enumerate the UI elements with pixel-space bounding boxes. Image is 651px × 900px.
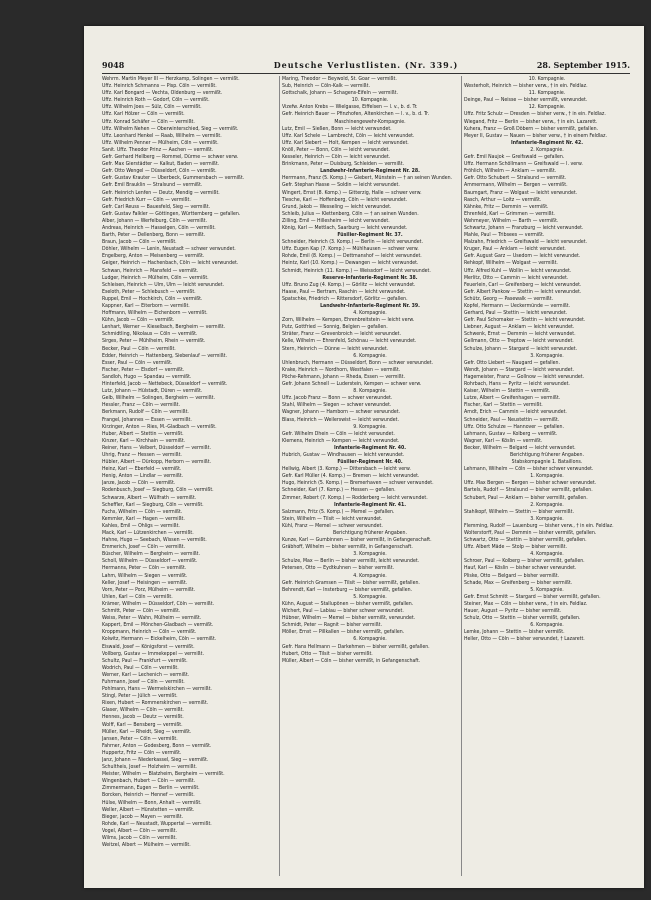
column-divider bbox=[461, 76, 462, 876]
casualty-entry: Gefr. August Garz — Usedom — leicht verwundet. bbox=[464, 253, 581, 260]
section-subheading: 4. Kompagnie. bbox=[530, 551, 564, 558]
casualty-entry: Weitzel, Albert — Mülheim — vermißt. bbox=[102, 842, 191, 849]
casualty-entry: Schneider, Heinrich (3. Komp.) — Berlin — leicht verwundet. bbox=[282, 239, 423, 246]
casualty-entry: Gottschalk, Johann — Schagens-Eifeln — vermißt. bbox=[282, 90, 398, 97]
casualty-entry: Gefr. Hans Hellmann — Darkehmen — bisher vermißt, gefallen. bbox=[282, 643, 430, 650]
casualty-entry: Schneider, Paul — Neustettin — vermißt. bbox=[464, 416, 560, 423]
casualty-entry: Feuerlein, Carl — Greifenberg — leicht verwundet. bbox=[464, 281, 582, 288]
casualty-entry: Wilms, Jacob — Cöln — vermißt. bbox=[102, 835, 177, 842]
casualty-entry: Kunze, Karl — Gumbinnen — bisher vermißt, in Gefangenschaft. bbox=[282, 537, 432, 544]
casualty-entry: Uffz. Alfred Kuhl — Wollin — leicht verwundet. bbox=[464, 267, 572, 274]
casualty-entry: Hoffmann, Wilhelm — Eichenborn — vermißt. bbox=[102, 310, 208, 317]
casualty-entry: Lenhart, Werner — Kieselbach, Bergheim — vermißt. bbox=[102, 324, 226, 331]
casualty-entry: Schmidt, Heinrich (11. Komp.) — Weissdorf — leicht verwundet. bbox=[282, 267, 431, 274]
casualty-entry: Malzahn, Friedrich — Greifswald — leicht verwundet. bbox=[464, 239, 588, 246]
casualty-entry: Schubert, Paul — Anklam — bisher vermißt, gefallen. bbox=[464, 494, 588, 501]
casualty-entry: Fischer, Peter — Elsdorf — vermißt. bbox=[102, 366, 185, 373]
casualty-entry: Gefr. Friedrich Kurr — Cöln — vermißt. bbox=[102, 196, 191, 203]
casualty-entry: Rixen, Hubert — Rommerskirchen — vermißt. bbox=[102, 700, 209, 707]
casualty-entry: Zilling, Emil — Hillesheim — leicht verwundet. bbox=[282, 217, 390, 224]
casualty-entry: Kappner, Karl — Eiterborn — vermißt. bbox=[102, 303, 190, 309]
casualty-entry: Pöche-Rehmann, Johann — Rheda, Essen — vermißt. bbox=[282, 373, 405, 380]
casualty-entry: Kühn, Jacob — Cöln — vermißt. bbox=[102, 317, 175, 324]
casualty-entry: Hauf, Karl — Köslin — bisher schwer verwundet. bbox=[464, 565, 577, 572]
casualty-entry: Braun, Jacob — Cöln — vermißt. bbox=[102, 239, 177, 246]
casualty-entry: Salzmann, Fritz (5. Komp.) — Memel — gefallen. bbox=[282, 508, 395, 515]
casualty-entry: Esser, Paul — Cöln — vermißt. bbox=[102, 359, 173, 366]
casualty-entry: Hauer, August — Pyritz — bisher vermißt. bbox=[464, 608, 562, 615]
casualty-entry: Möller, Ernst — Pillkallen — bisher vermißt, gefallen. bbox=[282, 629, 405, 636]
casualty-entry: Fahrner, Anton — Godesberg, Bonn — vermißt. bbox=[102, 742, 212, 749]
casualty-entry: Lemke, Johann — Stettin — bisher vermißt. bbox=[464, 629, 565, 636]
casualty-entry: Uffz. Heinrich Roth — Godorf, Cöln — vermißt. bbox=[102, 97, 210, 104]
casualty-entry: Gelb, Wilhelm — Solingen, Bergheim — vermißt. bbox=[102, 395, 215, 402]
casualty-entry: Eiswald, Josef — Königsforst — vermißt. bbox=[102, 643, 195, 650]
casualty-entry: Uffz. Wilhelm Joes — Sülz, Cöln — vermißt. bbox=[102, 104, 202, 111]
casualty-entry: Borcken, Heinrich — Hennef — vermißt. bbox=[102, 792, 195, 799]
casualty-entry: Frangel, Johannes — Essen — vermißt. bbox=[102, 416, 192, 423]
casualty-entry: Rasch, Arthur — Loitz — vermißt. bbox=[464, 196, 542, 203]
casualty-entry: Bartels, Rudolf — Stralsund — bisher vermißt, gefallen. bbox=[464, 487, 593, 494]
casualty-entry: Uffz. Heinrich Schmanns — Pisp. Cöln — vermißt. bbox=[102, 83, 217, 90]
casualty-entry: König, Karl — Mettlach, Saarburg — leicht verwundet. bbox=[282, 224, 408, 231]
casualty-entry: Wolterstorff, Paul — Demmin — bisher vermißt, gefallen. bbox=[464, 530, 597, 536]
casualty-entry: Wendt, Johann — Stargard — leicht verwundet. bbox=[464, 366, 574, 373]
casualty-entry: Krämer, Wilhelm — Düsseldorf, Cöln — vermißt. bbox=[102, 600, 215, 607]
casualty-entry: Uffz. Bruno Zug (4. Komp.) — Görlitz — leicht verwundet. bbox=[282, 281, 416, 288]
casualty-entry: Haase, Paul — Bertram, Raschin — leicht verwundet. bbox=[282, 288, 406, 295]
casualty-entry: Schulze, Johann — Stargard — leicht verwundet. bbox=[464, 345, 578, 352]
casualty-entry: Heintz, Karl (10. Komp.) — Dewangen — leicht verwundet. bbox=[282, 260, 419, 267]
casualty-entry: Schultz, Paul — Frankfurt — vermißt. bbox=[102, 657, 188, 664]
casualty-entry: Kroppmann, Heinrich — Cöln — vermißt. bbox=[102, 629, 197, 636]
section-subheading: Berichtigung früherer Angaben. bbox=[510, 451, 584, 458]
casualty-entry: Gefr. Wilhelm Dhein — Cöln — leicht verwundet. bbox=[282, 430, 395, 437]
casualty-entry: Arndt, Erich — Cammin — leicht verwundet. bbox=[464, 409, 567, 416]
casualty-entry: Lutz, Emil — Sießen, Bonn — leicht verwundet. bbox=[282, 125, 392, 132]
text-column-1 bbox=[102, 76, 276, 876]
casualty-entry: Lehmann, Gustav — Kolberg — vermißt. bbox=[464, 430, 558, 437]
casualty-entry: Maring, Theodor — Beywold, St. Goar — vermißt. bbox=[282, 76, 397, 82]
casualty-entry: Uffz. Karl Siebert — Holt, Kempen — leicht verwundet. bbox=[282, 139, 409, 146]
casualty-entry: Hellwig, Albert (3. Komp.) — Dittersbach — leicht verw. bbox=[282, 466, 411, 473]
regiment-heading: Füsilier-Regiment Nr. 37. bbox=[337, 232, 403, 239]
section-subheading: 2. Kompagnie. bbox=[530, 501, 564, 508]
casualty-entry: Heinz, Karl — Eberfeld — vermißt. bbox=[102, 466, 182, 473]
casualty-entry: Engelberg, Anton — Meisenberg — vermißt. bbox=[102, 253, 205, 260]
casualty-entry: Gefr. Heinrich Gramsen — Tilsit — bisher vermißt, gefallen. bbox=[282, 579, 420, 586]
casualty-entry: Ammermann, Wilhelm — Bergen — vermißt. bbox=[464, 182, 568, 189]
casualty-entry: Vollberg, Gustav — Immekeppel — vermißt. bbox=[102, 650, 204, 657]
casualty-entry: Schwartz, Otto — Stettin — bisher vermißt, gefallen. bbox=[464, 537, 587, 544]
casualty-entry: Schulz, Otto — Stettin — bisher vermißt, gefallen. bbox=[464, 615, 581, 622]
section-subheading: 4. Kompagnie. bbox=[353, 310, 387, 317]
casualty-entry: Lahm, Wilhelm — Siegen — vermißt. bbox=[102, 572, 188, 579]
casualty-entry: Gefr. Otto Wengel — Düsseldorf, Cöln — vermißt. bbox=[102, 168, 217, 175]
casualty-entry: Hülse, Wilhelm — Bonn, Anhalt — vermißt. bbox=[102, 799, 202, 806]
casualty-entry: Herrmann, Franz (5. Komp.) — Giebert, Münstein — † an seinen Wunden. bbox=[282, 175, 453, 182]
casualty-entry: Kopfel, Hermann — Ueckermünde — vermißt. bbox=[464, 303, 571, 309]
casualty-entry: Uhrig, Franz — Hessen — vermißt. bbox=[102, 451, 182, 458]
casualty-entry: Eseloth, Peter — Schlebusch — vermißt. bbox=[102, 288, 196, 295]
casualty-entry: Gefr. Gustav Falkler — Göttingen, Württemberg — gefallen. bbox=[102, 210, 241, 217]
section-subheading: 6. Kompagnie. bbox=[530, 622, 564, 629]
casualty-entry: Huppertz, Fritz — Cöln — vermißt. bbox=[102, 749, 182, 756]
casualty-entry: Petersen, Otto — Eydtkuhnen — bisher vermißt. bbox=[282, 565, 395, 572]
casualty-entry: Rohrbach, Hans — Pyritz — leicht verwundet. bbox=[464, 381, 570, 388]
casualty-entry: Hermanns, Peter — Cöln — vermißt. bbox=[102, 565, 187, 572]
casualty-entry: Wagner, Karl — Köslin — vermißt. bbox=[464, 437, 543, 444]
casualty-entry: Kähnke, Fritz — Demmin — vermißt. bbox=[464, 203, 549, 210]
section-subheading: 10. Kompagnie. bbox=[351, 97, 389, 104]
casualty-entry: Schleib, Julius — Klettenberg, Cöln — † an seinen Wunden. bbox=[282, 210, 419, 217]
casualty-entry: Gefr. Emil Naujok — Greifswald — gefallen. bbox=[464, 154, 565, 161]
section-subheading: 3. Kompagnie. bbox=[530, 515, 564, 522]
section-subheading: 5. Kompagnie. bbox=[353, 593, 387, 600]
casualty-entry: Sträter, Franz — Grevenbroich — leicht verwundet. bbox=[282, 331, 401, 338]
regiment-heading: Infanterie-Regiment Nr. 40. bbox=[333, 444, 406, 451]
casualty-entry: Uffz. Fritz Schulz — Dresden — bisher verw., † in ein. Feldlaz. bbox=[464, 111, 606, 118]
casualty-entry: Stahlkopf, Wilhelm — Stettin — bisher vermißt. bbox=[464, 508, 574, 515]
casualty-entry: Westerholt, Heinrich — bisher verw., † in ein. Feldlaz. bbox=[464, 83, 588, 90]
casualty-entry: Schroer, Paul — Kolberg — bisher vermißt, gefallen. bbox=[464, 558, 585, 565]
regiment-heading: Infanterie-Regiment Nr. 42. bbox=[510, 139, 583, 146]
casualty-entry: Gefr. Carl Reuss — Bauesfeld, Sieg — vermißt. bbox=[102, 203, 211, 210]
casualty-entry: Brinkmann, Peter — Duisburg, Schleiden — vermißt. bbox=[282, 161, 405, 168]
casualty-entry: Schwartz, Johann — Franzburg — leicht verwundet. bbox=[464, 224, 584, 231]
casualty-entry: Uhlen, Karl — Cöln — vermißt. bbox=[102, 593, 173, 600]
casualty-entry: Weiss, Peter — Wahn, Mülheim — vermißt. bbox=[102, 615, 202, 622]
casualty-entry: Pliske, Otto — Belgard — bisher vermißt. bbox=[464, 572, 560, 579]
casualty-entry: Tiesche, Karl — Hoffenberg, Cöln — leicht verwundet. bbox=[282, 196, 408, 203]
casualty-entry: Sirges, Peter — Mühlheim, Rhein — vermißt. bbox=[102, 338, 206, 345]
casualty-entry: Gefr. Johann Schnell — Luderstein, Kempen — schwer verw. bbox=[282, 381, 422, 388]
casualty-entry: Fröhlich, Wilhelm — Anklam — vermißt. bbox=[464, 168, 557, 175]
casualty-entry: Wehrm. Martin Meyer III — Herzkamp, Solingen — vermißt. bbox=[102, 76, 240, 82]
casualty-entry: Kruger, Paul — Anklam — leicht verwundet. bbox=[464, 246, 566, 253]
casualty-entry: Hübner, Wilhelm — Memel — bisher vermißt, verwundet. bbox=[282, 615, 416, 622]
casualty-entry: Gefr. Albert Pankow — Stettin — leicht verwundet. bbox=[464, 288, 582, 295]
casualty-entry: Schütz, Georg — Pasewalk — vermißt. bbox=[464, 295, 554, 302]
casualty-entry: Becker, Wilhelm — Belgard — leicht verwundet. bbox=[464, 444, 576, 451]
section-subheading: 12. Kompagnie. bbox=[528, 104, 566, 111]
casualty-entry: Zimmermann, Eugen — Berlin — vermißt. bbox=[102, 785, 200, 792]
casualty-entry: Alber, Johann — Werfelburg, Cöln — vermißt. bbox=[102, 217, 207, 224]
section-subheading: 9. Kompagnie. bbox=[353, 423, 387, 430]
casualty-entry: Hennes, Jacob — Deutz — vermißt. bbox=[102, 714, 184, 721]
casualty-entry: Janze, Jacob — Cöln — vermißt. bbox=[102, 480, 176, 487]
column-divider bbox=[279, 76, 280, 876]
casualty-entry: Schulze, Max — Berlin — bisher vermißt, leicht verwundet. bbox=[282, 558, 420, 565]
regiment-heading: Landwehr-Infanterie-Regiment Nr. 39. bbox=[320, 303, 420, 309]
casualty-entry: Vizefw. Anton Krebs — Wielgasse, Eiffelsen — l. v., b. d. Tr. bbox=[282, 104, 418, 111]
header-rule bbox=[102, 73, 630, 74]
casualty-entry: Gefr. Otto Schubert — Stralsund — vermißt. bbox=[464, 175, 567, 182]
casualty-entry: Gefr. Karl Müller (4. Komp.) — Bremen — leicht verwundet. bbox=[282, 473, 420, 480]
casualty-entry: Schleisen, Heinrich — Ulm, Ulm — leicht verwundet. bbox=[102, 281, 225, 288]
casualty-entry: Heller, Otto — Cöln — bisher verwundet, † Lazarett. bbox=[464, 636, 585, 643]
page-number: 9048 bbox=[102, 60, 125, 70]
casualty-entry: Rodenbusch, Josef — Siegburg, Cöln — vermißt. bbox=[102, 487, 214, 494]
casualty-entry: Jansen, Peter — Cöln — vermißt. bbox=[102, 735, 178, 742]
casualty-entry: Wichert, Paul — Labiau — bisher schwer verwundet. bbox=[282, 608, 404, 615]
casualty-entry: Gefr. Gerhard Hellberg — Rommel, Dürme — schwer verw. bbox=[102, 154, 239, 161]
regiment-heading: Reserve-Infanterie-Regiment Nr. 38. bbox=[322, 274, 418, 281]
casualty-entry: Schultheis, Josef — Holzheim — vermißt. bbox=[102, 764, 197, 771]
casualty-entry: Gellmann, Otto — Treptow — leicht verwundet. bbox=[464, 338, 574, 345]
casualty-entry: Uffz. Wilhelm Penner — Mülheim, Cöln — vermißt. bbox=[102, 139, 219, 146]
section-subheading: 6. Kompagnie. bbox=[353, 636, 387, 643]
casualty-entry: Schmidtling, Nikolaus — Cöln — vermißt. bbox=[102, 331, 198, 338]
casualty-entry: Schneider, Karl (7. Komp.) — Hessen — gefallen. bbox=[282, 487, 396, 494]
text-column-2 bbox=[282, 76, 458, 876]
casualty-entry: Baumgart, Franz — Wolgast — leicht verwundet. bbox=[464, 189, 578, 196]
casualty-entry: Hubrich, Gustav — Windhausen — leicht verwundet. bbox=[282, 451, 405, 458]
casualty-entry: Wingenbach, Hubert — Cöln — vermißt. bbox=[102, 778, 196, 785]
casualty-entry: Kinzer, Karl — Kirchhain — vermißt. bbox=[102, 437, 186, 444]
casualty-entry: Emmerich, Josef — Cöln — vermißt. bbox=[102, 544, 185, 551]
casualty-entry: Fuhrmann, Josef — Cöln — vermißt. bbox=[102, 678, 185, 685]
document-page bbox=[84, 26, 644, 888]
issue-number: (Nr. 339.) bbox=[404, 60, 459, 70]
casualty-entry: Andreas, Heinrich — Hasselgen, Cöln — vermißt. bbox=[102, 224, 216, 231]
casualty-entry: Sub, Heinrich — Cöln-Kalk — vermißt. bbox=[282, 83, 370, 90]
casualty-entry: Wagner, Johann — Hamborn — schwer verwundet. bbox=[282, 409, 401, 416]
casualty-entry: Scholl, Wilhelm — Düsseldorf — vermißt. bbox=[102, 558, 198, 565]
casualty-entry: Rohde, Karl — Neustadt, Wuppertal — vermißt. bbox=[102, 820, 212, 827]
regiment-heading: Landwehr-Infanterie-Regiment Nr. 28. bbox=[320, 168, 420, 175]
casualty-entry: Hinterfeld, Jacob — Nettebeck, Düsseldorf — vermißt. bbox=[102, 381, 228, 388]
casualty-entry: Janz, Johann — Niederkassel, Sieg — vermißt. bbox=[102, 757, 209, 763]
casualty-entry: Wodrich, Paul — Cöln — vermißt. bbox=[102, 664, 179, 671]
casualty-entry: Berkmann, Rudolf — Cöln — vermißt. bbox=[102, 409, 189, 416]
section-subheading: 4. Kompagnie. bbox=[353, 572, 387, 579]
casualty-entry: Uffz. Eugen Kap (7. Komp.) — Mühlhausen — schwer verw. bbox=[282, 246, 419, 253]
casualty-entry: Gefr. Heinrich Lenfen — Deutz, Mendig — vermißt. bbox=[102, 189, 220, 196]
casualty-entry: Gefr. Otto Liebert — Naugard — gefallen. bbox=[464, 359, 560, 366]
casualty-entry: Wiegand, Fritz — Berlin — bisher verw., † in ein. Lazarett. bbox=[464, 118, 598, 125]
casualty-entry: Kühl, Franz — Memel — schwer verwundet. bbox=[282, 522, 383, 529]
page-header bbox=[102, 60, 630, 74]
casualty-entry: Huber, Albert — Stettin — vermißt. bbox=[102, 430, 184, 437]
casualty-entry: Meyer II, Gustav — Nauen — bisher verw., † in einem Feldlaz. bbox=[464, 132, 607, 139]
casualty-entry: Fischer, Karl — Stettin — vermißt. bbox=[464, 402, 543, 409]
casualty-entry: Schmidt, Peter — Ragnit — bisher vermißt. bbox=[282, 622, 382, 629]
casualty-entry: Hahne, Hugo — Seebach, Wissen — vermißt. bbox=[102, 537, 207, 544]
casualty-entry: Stahl, Wilhelm — Siegen — schwer verwundet. bbox=[282, 402, 392, 409]
casualty-entry: Rehkopf, Wilhelm — Wolgast — vermißt. bbox=[464, 260, 558, 267]
casualty-entry: Reiner, Hans — Velbert, Düsseldorf — vermißt. bbox=[102, 444, 211, 451]
casualty-entry: Krake, Heinrich — Nordhorn, Westfalen — vermißt. bbox=[282, 366, 401, 373]
casualty-entry: Hagemeister, Franz — Gollnow — leicht verwundet. bbox=[464, 373, 585, 380]
casualty-entry: Gefr. Ernst Schmitt — Stargard — bisher vermißt, gefallen. bbox=[464, 593, 601, 600]
casualty-entry: Scheffler, Karl — Siegburg, Cöln — vermißt. bbox=[102, 501, 204, 508]
casualty-entry: Kolwitz, Hermann — Eickelheim, Cöln — vermißt. bbox=[102, 636, 217, 643]
casualty-entry: Wolff, Karl — Bensberg — vermißt. bbox=[102, 721, 183, 728]
casualty-entry: Uffz. Karl Schele — Lambrecht, Cöln — leicht verwundet. bbox=[282, 132, 415, 139]
casualty-entry: Rohde, Emil (8. Komp.) — Dettmanshof — leicht verwundet. bbox=[282, 253, 422, 260]
casualty-entry: Stein, Wilhelm — Tilsit — leicht verwundet. bbox=[282, 515, 383, 522]
casualty-entry: Kirzinger, Anton — Ries, M.-Gladbach — vermißt. bbox=[102, 423, 217, 430]
casualty-entry: Lutz, Johann — Hülstadt, Düren — vermißt. bbox=[102, 388, 203, 395]
casualty-entry: Uffz. Jacob Franz — Bonn — schwer verwundet. bbox=[282, 395, 393, 402]
casualty-entry: Gefr. Emil Brauklin — Stralsund — vermißt. bbox=[102, 182, 203, 189]
casualty-entry: Wingert, Ernst (8. Komp.) — Gitterzig, Halle — schwer verw. bbox=[282, 189, 422, 196]
casualty-entry: Behrendt, Karl — Insterburg — bisher vermißt, gefallen. bbox=[282, 586, 413, 593]
casualty-entry: Edder, Heinrich — Hattenberg, Siebenlauf — vermißt. bbox=[102, 352, 227, 359]
text-column-3 bbox=[464, 76, 630, 876]
casualty-entry: Stern, Heinrich — Dünne — leicht verwundet. bbox=[282, 345, 389, 352]
casualty-entry: Ehrenfeld, Karl — Grimmen — vermißt. bbox=[464, 210, 555, 217]
casualty-entry: Sandloh, Hugo — Spandau — vermißt. bbox=[102, 373, 192, 380]
casualty-entry: Henig, Anton — Lindlar — vermißt. bbox=[102, 473, 184, 480]
casualty-entry: Becker, Paul — Cöln — vermißt. bbox=[102, 345, 176, 352]
casualty-entry: Lutze, Albert — Greifenhagen — vermißt. bbox=[464, 395, 561, 402]
section-subheading: 6. Kompagnie. bbox=[353, 352, 387, 359]
casualty-entry: Gerhard, Paul — Stettin — leicht verwundet. bbox=[464, 310, 568, 317]
casualty-entry: Hugo, Heinrich (5. Komp.) — Bremerhaven — schwer verwundet. bbox=[282, 480, 434, 487]
casualty-entry: Müller, Albert — Cöln — bisher vermißt, in Gefangenschaft. bbox=[282, 657, 421, 664]
casualty-entry: Bieger, Jacob — Mayen — vermißt. bbox=[102, 813, 184, 820]
casualty-entry: Schade, Max — Greifenberg — bisher vermißt. bbox=[464, 579, 573, 586]
casualty-entry: Uffz. Karl Bongard — Vechta, Oldenburg — vermißt. bbox=[102, 90, 223, 97]
casualty-entry: Hubert, Otto — Tilsit — bisher vermißt. bbox=[282, 650, 373, 657]
casualty-entry: Zimmer, Robert (7. Komp.) — Rodderberg — leicht verwundet. bbox=[282, 494, 428, 501]
section-subheading: 2. Kompagnie. bbox=[530, 146, 564, 153]
casualty-entry: Vorn, Peter — Porz, Mülheim — vermißt. bbox=[102, 586, 196, 593]
casualty-entry: Büscher, Wilhelm — Bergheim — vermißt. bbox=[102, 551, 200, 558]
casualty-entry: Mahle, Paul — Tribsees — vermißt. bbox=[464, 232, 545, 239]
section-subheading: Stabskompagnie 1. Bataillons. bbox=[511, 459, 583, 466]
casualty-entry: Müller, Karl — Rheidt, Sieg — vermißt. bbox=[102, 728, 192, 735]
casualty-entry: Döhler, Wilhelm — Lenin, Neustadt — schwer verwundet. bbox=[102, 246, 236, 253]
casualty-entry: Deinge, Paul — Neisse — bisher vermißt, verwundet. bbox=[464, 97, 588, 104]
casualty-entry: Flemming, Rudolf — Lauenburg — bisher verw., † in ein. Feldlaz. bbox=[464, 522, 614, 529]
casualty-entry: Blass, Heinrich — Weilerswist — leicht verwundet. bbox=[282, 416, 399, 423]
publication-title: Deutsche Verlustlisten. bbox=[273, 60, 402, 70]
section-subheading: 1. Kompagnie. bbox=[530, 473, 564, 480]
casualty-entry: Gräbhoff, Wilhelm — bisher vermißt, in Gefangenschaft. bbox=[282, 544, 413, 551]
section-subheading: 11. Kompagnie. bbox=[528, 90, 566, 97]
casualty-entry: Barth, Peter — Dellenberg, Bonn — vermißt. bbox=[102, 232, 206, 239]
casualty-entry: Schwarze, Albert — Wülfrath — vermißt. bbox=[102, 494, 197, 501]
casualty-entry: Weller, Albert — Hünstetten — vermißt. bbox=[102, 806, 195, 813]
casualty-entry: Gefr. Gustav Krauter — Überbeck, Gummersbach — vermißt. bbox=[102, 175, 245, 182]
casualty-entry: Uffz. Wilhelm Nehen — Oberwinterschied, Sieg — vermißt. bbox=[102, 125, 239, 132]
section-subheading: 8. Kompagnie. bbox=[353, 388, 387, 395]
casualty-entry: Liebner, August — Anklam — leicht verwundet. bbox=[464, 324, 575, 331]
section-subheading: Berichtigung früherer Angaben. bbox=[333, 530, 407, 536]
casualty-entry: Stingl, Peter — Jülich — vermißt. bbox=[102, 693, 178, 700]
casualty-entry: Spatschke, Friedrich — Rittersdorf, Görlitz — gefallen. bbox=[282, 295, 408, 302]
casualty-entry: Schwan, Heinrich — Mansfeld — vermißt. bbox=[102, 267, 199, 274]
issue-date: 28. September 1915. bbox=[536, 60, 630, 70]
casualty-entry: Uhlenbruch, Hermann — Düsseldorf, Bonn — schwer verwundet. bbox=[282, 359, 434, 366]
casualty-entry: Meister, Wilhelm — Blatzheim, Bergheim — vermißt. bbox=[102, 771, 225, 778]
casualty-entry: Geiger, Heinrich — Hachenbach, Cöln — leicht verwundet. bbox=[102, 260, 239, 267]
casualty-entry: Fuchs, Wilhelm — Cöln — vermißt. bbox=[102, 508, 183, 515]
casualty-entry: Uffz. Leonhard Henkel — Raab, Wilhelm — vermißt. bbox=[102, 132, 222, 139]
casualty-entry: Zorn, Wilhelm — Kempen, Ehrenbreitstein — leicht verw. bbox=[282, 317, 415, 324]
casualty-entry: Uffz. Hermann Schöllmann — Greifswald — l. verw. bbox=[464, 161, 583, 168]
casualty-entry: Kuhera, Franz — Groß Döbern — bisher vermißt, gefallen. bbox=[464, 125, 599, 132]
regiment-heading: Infanterie-Regiment Nr. 41. bbox=[333, 501, 406, 508]
casualty-entry: Ruppel, Emil — Hochkirch, Cöln — vermißt. bbox=[102, 295, 203, 302]
casualty-entry: Kelle, Wilhelm — Ehrenfeld, Schönau — leicht verwundet. bbox=[282, 338, 417, 345]
section-subheading: 3. Kompagnie. bbox=[353, 551, 387, 558]
casualty-entry: Glaser, Wilhelm — Cöln — vermißt. bbox=[102, 707, 184, 714]
casualty-entry: Gefr. Stephan Hasse — Soldin — leicht verwundet. bbox=[282, 182, 400, 189]
casualty-entry: Wehmeyer, Wilhelm — Barth — vermißt. bbox=[464, 217, 559, 224]
casualty-entry: Uffz. Albert Mäde — Stolp — bisher vermißt. bbox=[464, 544, 567, 551]
casualty-entry: Pohlmann, Hans — Wermelskirchen — vermißt. bbox=[102, 686, 212, 693]
casualty-entry: Mack, Karl — Lützenkirchen — vermißt. bbox=[102, 530, 194, 536]
casualty-entry: Hübler, Albert — Dürkopp, Herborn — vermißt. bbox=[102, 459, 212, 466]
casualty-entry: Grund, Jakob — Wesseling — leicht verwundet. bbox=[282, 203, 392, 210]
casualty-entry: Uffz. Max Bergen — Bergen — bisher schwer verwundet. bbox=[464, 480, 597, 487]
regiment-heading: Füsilier-Regiment Nr. 40. bbox=[337, 459, 403, 466]
casualty-entry: Vogel, Albert — Cöln — vermißt. bbox=[102, 827, 177, 834]
casualty-entry: Sanit. Uffz. Theodor Prinz — Aachen — vermißt. bbox=[102, 146, 214, 153]
casualty-entry: Knöll, Peter — Bonn, Cöln — leicht verwundet. bbox=[282, 146, 390, 153]
casualty-entry: Uffz. Konrad Schäfer — Cöln — vermißt. bbox=[102, 118, 195, 125]
casualty-entry: Gefr. Max Gierstädter — Kalkut, Baden — vermißt. bbox=[102, 161, 220, 168]
section-subheading: 3. Kompagnie. bbox=[530, 352, 564, 359]
casualty-entry: Klemens, Heinrich — Kempen — leicht verwundet. bbox=[282, 437, 400, 444]
casualty-entry: Lehmann, Wilhelm — Cöln — bisher schwer verwundet. bbox=[464, 466, 594, 473]
casualty-entry: Kappert, Emil — Mönchen-Gladbach — vermißt. bbox=[102, 622, 214, 629]
casualty-entry: Ludger, Heinrich — Mülheim, Cöln — vermißt. bbox=[102, 274, 209, 281]
casualty-entry: Schmitt, Peter — Cöln — vermißt. bbox=[102, 608, 181, 615]
casualty-entry: Putz, Gottfried — Sonnig, Belgien — gefallen. bbox=[282, 324, 388, 331]
section-subheading: 5. Kompagnie. bbox=[530, 586, 564, 593]
casualty-entry: Schwenk, Ernst — Demmin — leicht verwundet. bbox=[464, 331, 576, 338]
casualty-entry: Steiner, Max — Cöln — bisher verw., † in ein. Feldlaz. bbox=[464, 600, 588, 607]
casualty-entry: Kesseler, Heinrich — Cöln — leicht verwundet. bbox=[282, 154, 391, 161]
section-subheading: 10. Kompagnie. bbox=[528, 76, 566, 82]
casualty-entry: Kemmler, Karl — Hagen — vermißt. bbox=[102, 515, 185, 522]
casualty-entry: Keller, Josef — Heisingen — vermißt. bbox=[102, 579, 188, 586]
casualty-entry: Uffz. Otto Schulze — Hannover — gefallen. bbox=[464, 423, 564, 430]
casualty-entry: Hessler, Franz — Cöln — vermißt. bbox=[102, 402, 180, 409]
casualty-entry: Gefr. Heinrich Bauer — Pfinzhofen, Altenkirchen — l. v., b. d. Tr. bbox=[282, 111, 430, 118]
casualty-entry: Kahles, Emil — Ohligs — vermißt. bbox=[102, 522, 180, 529]
section-subheading: Maschinengewehr-Kompagnie. bbox=[334, 118, 406, 125]
casualty-entry: Kaiser, Wilhelm — Stettin — vermißt. bbox=[464, 388, 551, 395]
casualty-entry: Kühn, August — Stallupönen — bisher vermißt, gefallen. bbox=[282, 600, 414, 607]
casualty-entry: Werner, Karl — Lechenich — vermißt. bbox=[102, 671, 190, 678]
casualty-entry: Merlitz, Otto — Cammin — leicht verwundet. bbox=[464, 274, 569, 281]
casualty-entry: Gefr. Paul Schomaker — Stettin — leicht verwundet. bbox=[464, 317, 586, 324]
casualty-entry: Uffz. Karl Hölzer — Cöln — vermißt. bbox=[102, 111, 185, 118]
